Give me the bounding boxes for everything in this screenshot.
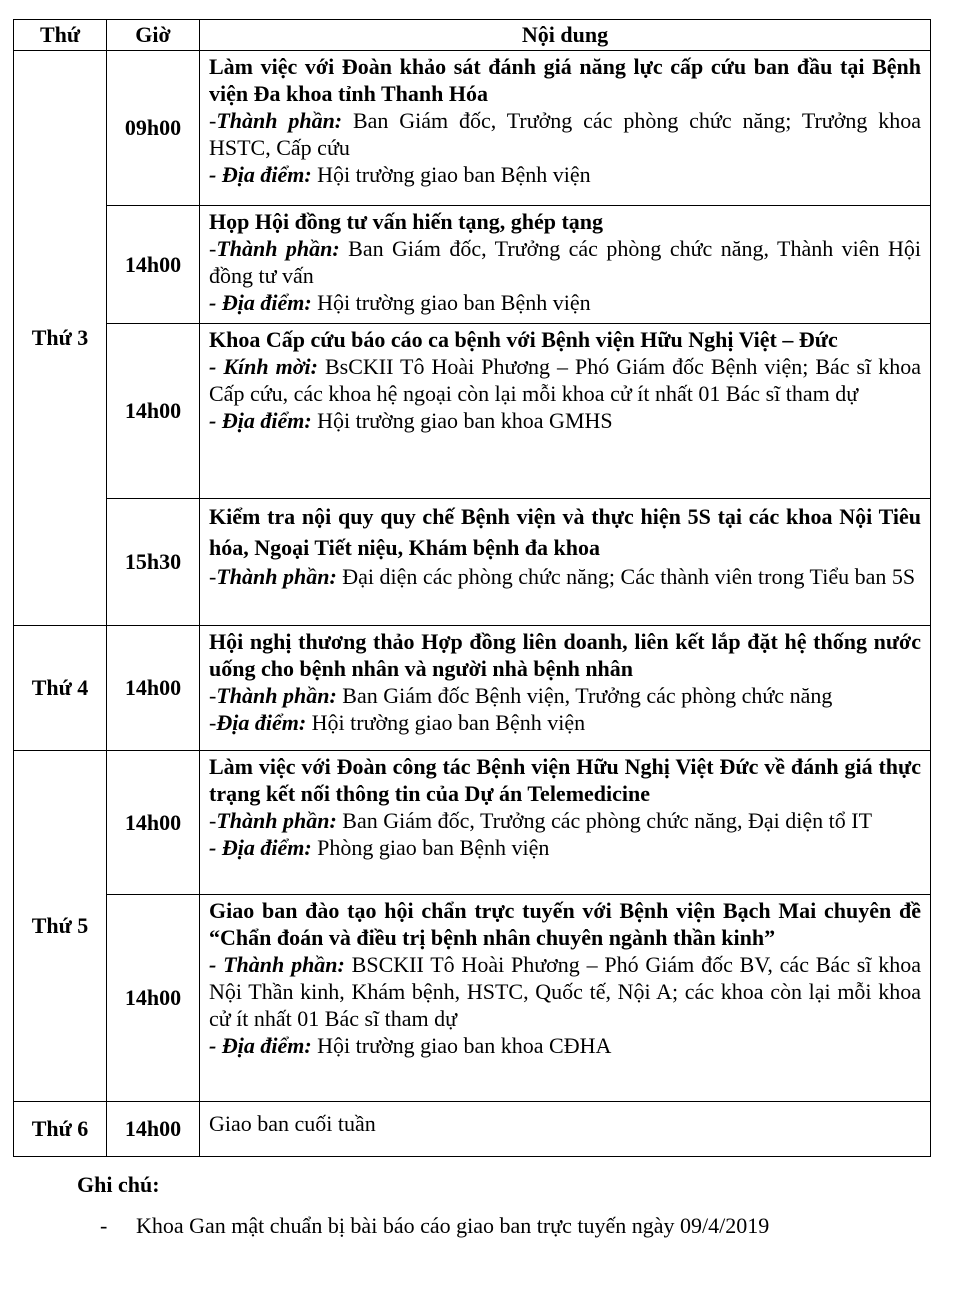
time-cell: 15h30: [107, 499, 200, 626]
time-cell: 14h00: [107, 895, 200, 1102]
time-cell: 14h00: [107, 324, 200, 499]
schedule-row: [14, 895, 931, 1102]
schedule-row: [14, 324, 931, 499]
content-cell: [200, 751, 931, 895]
header-day: Thứ: [14, 20, 107, 51]
content-cell: [200, 499, 931, 626]
content-cell: [200, 626, 931, 751]
content-title: Kiểm tra nội quy quy chế Bệnh viện và thực hiện 5S tại các khoa Nội Tiêu hóa, Ngoại Tiết niệu, Khám bệnh đa khoa: [209, 504, 921, 560]
note-item: [100, 1213, 769, 1239]
schedule-row: [14, 1102, 931, 1157]
content-title: Hội nghị thương thảo Hợp đồng liên doanh, liên kết lắp đặt hệ thống nước uống cho bệnh nhân và người nhà bệnh nhân: [209, 629, 921, 681]
schedule-table: [13, 19, 931, 1157]
schedule-row: [14, 51, 931, 206]
content-detail: -Thành phần: Ban Giám đốc, Trưởng các phòng chức năng, Đại diện tổ IT: [209, 808, 873, 833]
content-detail: - Địa điểm: Hội trường giao ban Bệnh viện: [209, 290, 591, 315]
time-cell: 14h00: [107, 751, 200, 895]
time-cell: 14h00: [107, 206, 200, 324]
content-detail: -Thành phần: Ban Giám đốc, Trưởng các phòng chức năng; Trưởng khoa HSTC, Cấp cứu: [209, 108, 921, 160]
content-title: Họp Hội đồng tư vấn hiến tạng, ghép tạng: [209, 209, 604, 234]
header-row: [14, 20, 931, 51]
day-cell: Thứ 5: [14, 751, 107, 1102]
content-detail: - Địa điểm: Phòng giao ban Bệnh viện: [209, 835, 550, 860]
schedule-row: [14, 206, 931, 324]
day-cell: Thứ 4: [14, 626, 107, 751]
schedule-row: [14, 626, 931, 751]
day-cell: Thứ 6: [14, 1102, 107, 1157]
day-cell: Thứ 3: [14, 51, 107, 626]
content-cell: [200, 206, 931, 324]
content-cell: [200, 895, 931, 1102]
content-title: Làm việc với Đoàn khảo sát đánh giá năng lực cấp cứu ban đầu tại Bệnh viện Đa khoa tỉnh Thanh Hóa: [209, 54, 921, 106]
note-text: Khoa Gan mật chuẩn bị bài báo cáo giao ban trực tuyến ngày 09/4/2019: [136, 1213, 770, 1238]
content-detail: -Thành phần: Đại diện các phòng chức năng; Các thành viên trong Tiểu ban 5S: [209, 564, 916, 589]
content-detail: -Địa điểm: Hội trường giao ban Bệnh viện: [209, 710, 586, 735]
schedule-row: [14, 751, 931, 895]
content-plain: Giao ban cuối tuần: [209, 1111, 376, 1136]
content-title: Khoa Cấp cứu báo cáo ca bệnh với Bệnh viện Hữu Nghị Việt – Đức: [209, 327, 838, 352]
content-detail: -Thành phần: Ban Giám đốc, Trưởng các phòng chức năng, Thành viên Hội đồng tư vấn: [209, 236, 921, 288]
schedule-row: [14, 499, 931, 626]
time-cell: 09h00: [107, 51, 200, 206]
time-cell: 14h00: [107, 626, 200, 751]
header-time: Giờ: [107, 20, 200, 51]
content-cell: [200, 1102, 931, 1157]
content-title: Giao ban đào tạo hội chẩn trực tuyến với Bệnh viện Bạch Mai chuyên đề “Chẩn đoán và điều trị bệnh nhân chuyên ngành thần kinh”: [209, 898, 921, 950]
content-cell: [200, 324, 931, 499]
content-detail: - Địa điểm: Hội trường giao ban khoa GMHS: [209, 408, 613, 433]
content-detail: - Địa điểm: Hội trường giao ban khoa CĐHA: [209, 1033, 612, 1058]
time-cell: 14h00: [107, 1102, 200, 1157]
note-bullet: -: [100, 1213, 108, 1238]
header-content: Nội dung: [200, 20, 931, 51]
content-detail: - Thành phần: BSCKII Tô Hoài Phương – Phó Giám đốc BV, các Bác sĩ khoa Nội Thần kinh, Khám bệnh, HSTC, Quốc tế, Nội A; các khoa còn lại mỗi khoa cử ít nhất 01 Bác sĩ tham dự: [209, 952, 921, 1031]
content-detail: - Kính mời: BsCKII Tô Hoài Phương – Phó Giám đốc Bệnh viện; Bác sĩ khoa Cấp cứu, các khoa hệ ngoại còn lại mỗi khoa cử ít nhất 01 Bác sĩ tham dự: [209, 354, 921, 406]
content-detail: - Địa điểm: Hội trường giao ban Bệnh viện: [209, 162, 591, 187]
content-detail: -Thành phần: Ban Giám đốc Bệnh viện, Trưởng các phòng chức năng: [209, 683, 833, 708]
content-title: Làm việc với Đoàn công tác Bệnh viện Hữu Nghị Việt Đức về đánh giá thực trạng kết nối thông tin của Dự án Telemedicine: [209, 754, 921, 806]
content-cell: [200, 51, 931, 206]
note-title: Ghi chú:: [77, 1172, 160, 1197]
